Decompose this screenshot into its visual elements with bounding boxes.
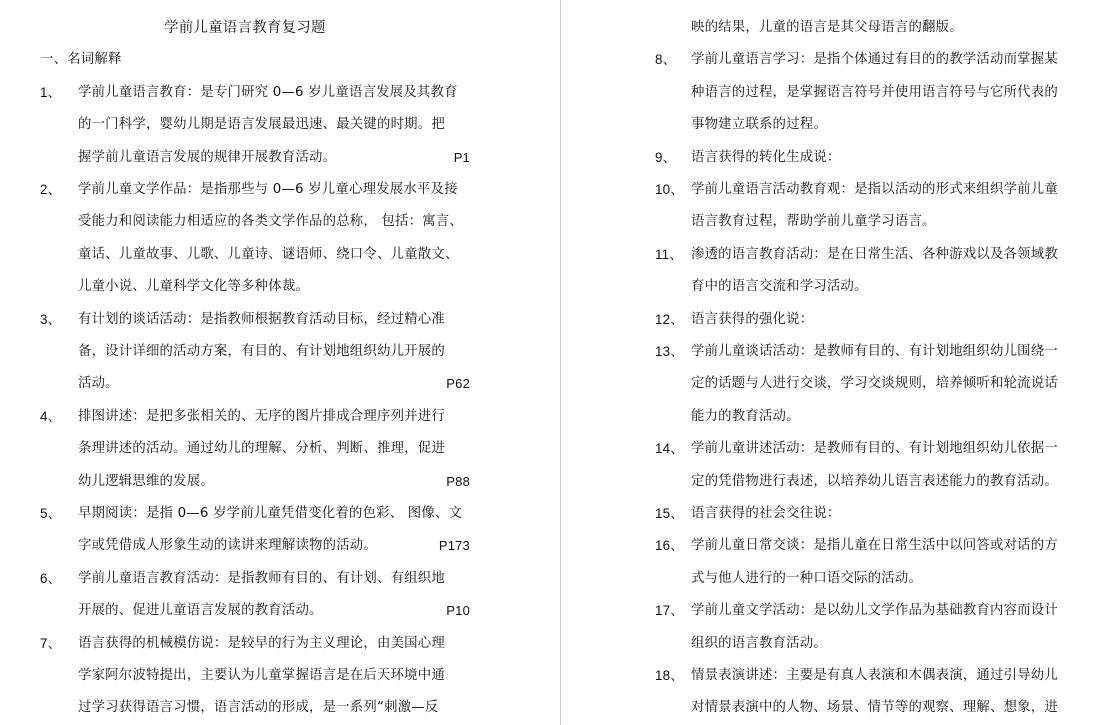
item-text-line: 事物建立联系的过程。 [691, 117, 827, 133]
page-divider [560, 0, 561, 725]
item-text-line: 语言获得的社会交往说： [691, 506, 841, 521]
item-text-line: 式与他人进行的一种口语交际的活动。 [691, 570, 923, 586]
item-text-line: 早期阅读：是指 0—6 岁学前儿童凭借变化着的色彩、 图像、文 [78, 506, 463, 521]
item-number: 12、 [655, 311, 684, 327]
item-text-line: 能力的教育活动。 [691, 408, 800, 424]
item-text-line: 学家阿尔波特提出，主要认为儿童掌握语言是在后天环境中通 [78, 668, 445, 683]
section-heading: 一、名词解释 [40, 52, 122, 68]
item-number: 13、 [655, 344, 684, 359]
item-text-line: 组织的语言教育活动。 [691, 635, 827, 651]
item-text-line: 活动。 [78, 376, 119, 392]
item-text-line: 条理讲述的活动。通过幼儿的理解、分析、判断、推理，促进 [78, 441, 445, 457]
item-number: 8、 [655, 52, 677, 68]
item-text-line: 学前儿童语言教育活动：是指教师有目的、有计划、有组织地 [78, 570, 445, 586]
item-number: 10、 [655, 182, 684, 197]
item-text-line: 备，设计详细的活动方案，有目的、有计划地组织幼儿开展的 [78, 344, 445, 359]
item-text-line: 儿童小说、儿童科学文化等多种体裁。 [78, 279, 310, 295]
item-number: 1、 [40, 84, 62, 100]
page-reference: P173 [438, 538, 470, 554]
item-text-line: 有计划的谈话活动：是指教师根据教育活动目标，经过精心准 [78, 311, 445, 327]
item-number: 2、 [40, 182, 62, 197]
item-text-line: 字或凭借成人形象生动的读讲来理解读物的活动。 [78, 538, 377, 554]
item-number: 14、 [655, 441, 684, 457]
item-text-line: 种语言的过程，是掌握语言符号并使用语言符号与它所代表的 [691, 84, 1058, 100]
item-number: 15、 [655, 506, 684, 521]
continuation-line: 映的结果，儿童的语言是其父母语言的翻版。 [691, 20, 963, 35]
item-text-line: 育中的语言交流和学习活动。 [691, 279, 868, 295]
item-text-line: 学前儿童文学活动：是以幼儿文学作品为基础教育内容而设计 [691, 603, 1058, 619]
item-text-line: 语言教育过程，帮助学前儿童学习语言。 [691, 214, 936, 230]
item-number: 16、 [655, 538, 684, 554]
item-text-line: 语言获得的转化生成说： [691, 149, 841, 165]
page-reference: P62 [446, 376, 470, 392]
item-text-line: 渗透的语言教育活动：是在日常生活、各种游戏以及各领域教 [691, 246, 1058, 262]
item-text-line: 排图讲述：是把多张相关的、无序的图片排成合理序列并进行 [78, 408, 445, 424]
item-text-line: 学前儿童谈话活动：是教师有目的、有计划地组织幼儿围绕一 [691, 344, 1058, 359]
item-text-line: 开展的、促进儿童语言发展的教育活动。 [78, 603, 323, 619]
item-text-line: 学前儿童日常交谈：是指儿童在日常生活中以问答或对话的方 [691, 538, 1058, 554]
item-number: 11、 [655, 246, 683, 262]
item-text-line: 童话、儿童故事、儿歌、儿童诗、谜语师、绕口令、儿童散文、 [78, 246, 459, 262]
item-number: 17、 [655, 603, 684, 619]
item-text-line: 语言获得的机械模仿说：是较早的行为主义理论，由美国心理 [78, 635, 445, 651]
item-text-line: 过学习获得语言习惯，语言活动的形成，是一系列“刺激—反 [78, 700, 439, 716]
item-text-line: 对情景表演中的人物、场景、情节等的观察、理解、想象，进 [691, 700, 1058, 716]
item-text-line: 受能力和阅读能力相适应的各类文学作品的总称， 包括：寓言、 [78, 214, 463, 230]
item-text-line: 语言获得的强化说： [691, 311, 814, 327]
page-reference: P1 [453, 149, 470, 165]
item-number: 7、 [40, 635, 62, 651]
item-number: 6、 [40, 570, 62, 586]
item-text-line: 学前儿童语言活动教育观：是指以活动的形式来组织学前儿童 [691, 182, 1058, 197]
page-reference: P10 [446, 603, 470, 619]
right-page [563, 0, 1097, 725]
item-number: 9、 [655, 149, 677, 165]
item-number: 18、 [655, 668, 684, 683]
document-title: 学前儿童语言教育复习题 [164, 20, 326, 36]
item-text-line: 情景表演讲述：主要是有真人表演和木偶表演，通过引导幼儿 [691, 668, 1058, 683]
page-reference: P88 [446, 473, 470, 489]
item-text-line: 定的话题与人进行交谈，学习交谈规则，培养倾听和轮流说话 [691, 376, 1058, 392]
item-number: 3、 [40, 311, 62, 327]
item-text-line: 学前儿童语言学习：是指个体通过有目的的教学活动而掌握某 [691, 52, 1058, 68]
item-text-line: 定的凭借物进行表述，以培养幼儿语言表述能力的教育活动。 [691, 473, 1058, 489]
item-text-line: 握学前儿童语言发展的规律开展教育活动。 [78, 149, 337, 165]
item-text-line: 学前儿童讲述活动：是教师有目的、有计划地组织幼儿依据一 [691, 441, 1058, 457]
item-number: 4、 [40, 408, 62, 424]
item-text-line: 学前儿童语言教育：是专门研究 0—6 岁儿童语言发展及其教育 [78, 84, 458, 100]
item-text-line: 幼儿逻辑思维的发展。 [78, 473, 214, 489]
item-text-line: 的一门科学，婴幼儿期是语言发展最迅速、最关键的时期。把 [78, 117, 445, 133]
item-text-line: 学前儿童文学作品：是指那些与 0—6 岁儿童心理发展水平及接 [78, 182, 458, 197]
item-number: 5、 [40, 506, 62, 521]
